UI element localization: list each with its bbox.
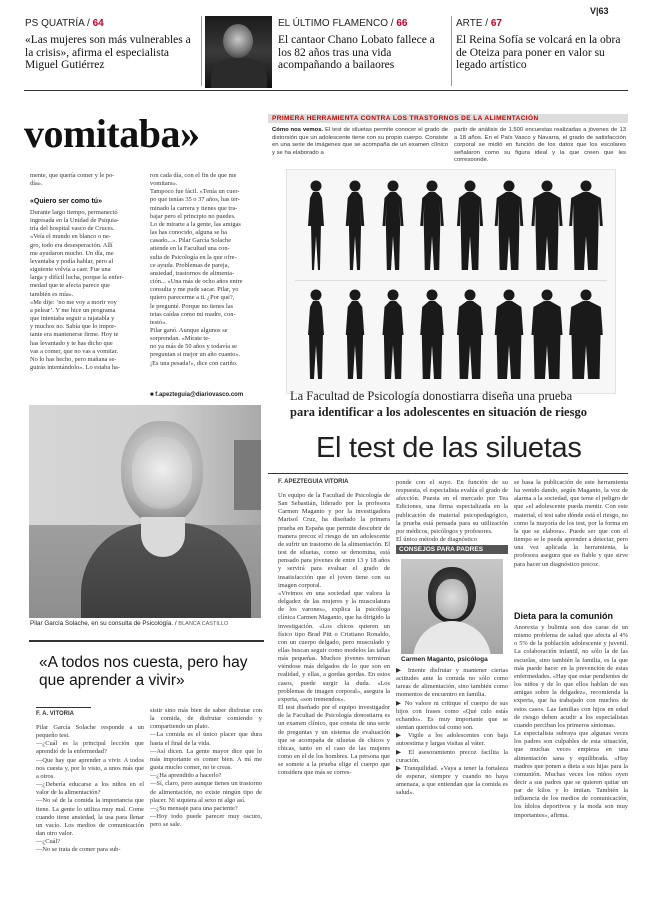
left-intro: mente, que quería comer y le po- día».	[30, 172, 115, 188]
parents-kicker: CONSEJOS PARA PADRES	[396, 545, 508, 554]
silhouette-icon	[415, 178, 449, 274]
silhouette-icon	[338, 287, 372, 383]
silhouette-figure	[569, 287, 603, 383]
subhead: «Quiero ser como tú»	[30, 198, 102, 205]
left-article-col2: ron cada día, con el fin de que me vomitara». Tampoco fue fácil. «Tenía un cuer- po que tenías 35 o 37 años, has ter- minado la carrera y tienes que tra- bajar pero el principio no puedes. Lo de mirarte a la gente, las amigas las has conocido, alguna se ha casado...». Pilar García Solache atiende en la Facultad una con- sulta de Psicología en la que ofre- ce ayuda. Problemas de pareja, ansiedad, trastornos de alimenta- ción... «Una más de ocho años entre consulta y me pude sacar. Pilar, yo quiero parecerme a ti. ¿Por qué?, le pregunté. Porque no tienes las tetas caídas como mi madre, con- testó». Pilar ganó. Aunque algunos se sorprendan. «Mírate te- no ya más de 50 años y todavía se preguntan si mejor un año cuanto». ¡Es una pesada!», dice con cariño.	[150, 172, 243, 367]
article-byline: F. APEZTEGUIA VITORIA	[278, 479, 349, 485]
graphic-title-1: La Facultad de Psicología donostiarra diseña una prueba	[290, 389, 573, 403]
silhouette-figure	[530, 287, 564, 383]
silhouette-figure	[415, 287, 449, 383]
silhouette-icon	[376, 287, 410, 383]
parents-tips: ▶ Intente disfrutar y mantener ciertas actitudes ante la comida no sólo como tareas de alimentación, sino también como momentos de encuentro en familia. ▶ No valore ni critique el cuerpo de sus hijos con frases como «Qué culo estás echando». Es muy importante que se sientan queridos tal como son. ▶ Vigile a los adolescentes con baja autoestima y largas visitas al váter. ▶ El asesoramiento precoz facilita la curación. ▶ Tranquilidad. «Vaya a tener la fortaleza de esperar, siempre y cuando no haya amenaza, a que entiendan que la comida es salud».	[396, 667, 508, 797]
parents-photo-caption: Carmen Maganto, psicóloga	[401, 656, 488, 663]
silhouette-icon	[453, 178, 487, 274]
left-headline: vomitaba»	[24, 111, 200, 156]
silhouette-figure	[338, 287, 372, 383]
article-col3: se basa la publicación de este herramienta ha venido dando, según Maganto, la voz de alarma a la sociedad, que teme el peligro de que «el adolescente pueda mentir. Con este material, el test sabe dónde está el riesgo, no como la mayoría de los test, por la forma en la que se elabora». Puede ser que con el tiempo se le pueda aprender a detectar, pero una vez aplicada la herramienta, la profesora asegura que es fiable y que sirve para hacer un diagnóstico precoz.	[514, 479, 628, 568]
silhouette-icon	[376, 178, 410, 274]
article-title: El test de las siluetas	[316, 432, 582, 464]
photo-carmen-maganto	[401, 559, 503, 654]
graphic-title-2: para identificar a los adolescentes en situación de riesgo	[290, 405, 587, 419]
byline-rule	[36, 707, 91, 708]
silhouette-figure	[453, 178, 487, 274]
graphic-lead-2: partir de análisis de 1.500 encuestas realizadas a jóvenes de 13 a 18 años. En el País Vasco y Navarra, el grado de satisfacción corporal se midió en función de los datos que los escolares señalaron como su figura ideal y la que creen que les corresponde.	[454, 127, 626, 161]
silhouette-figure	[376, 287, 410, 383]
header-section: ARTE / 67	[456, 18, 502, 29]
silhouette-panel	[286, 169, 616, 394]
silhouette-figure	[453, 287, 487, 383]
article-subhead: Dieta para la comunión	[514, 611, 614, 621]
silhouette-figure	[492, 178, 526, 274]
header-story-title: «Las mujeres son más vulnerables a la crisis», afirma el especialista Miguel Gutiérrez	[25, 34, 191, 71]
top-header	[0, 0, 650, 94]
interview-byline: F. A. VITORIA	[36, 711, 75, 717]
graphic-lead-1: Cómo nos vemos. El test de siluetas permite conocer el grado de distorsión que un adolescente tiene con su propio cuerpo. Consiste en una serie de imágenes que se acompaña de un examen clínico y se ha elaborado a	[272, 127, 448, 156]
article-col2: ponde con el suyo. En función de su respuesta, el especialista evalúa el grado de afección. Puesta en el mercado por Tea Ediciones, una firma especializada en la publicación de material psicopedagógico, la prueba está pensada para su utilización por médicos, psicólogos y profesores. El único método de diagnóstico	[396, 479, 508, 544]
silhouette-figure	[376, 178, 410, 274]
header-story-title: El Reina Sofía se volcará en la obra de Oteiza para poner en valor su legado artístico	[456, 34, 621, 71]
interview-col2: sistir sino más bien de saber disfrutar con la comida, de disfrutar comiendo y compartiendo un plato. —La comida es el único placer que dura hasta el final de la vida. —Así dicen. La gente mayor dice que lo más importante es comer bien. A mí me gusta mucho comer, no te creas. —¿Ha aprendido a hacerlo? —Sí, claro, pero aunque tienes un trastorno de alimentación, no existe ningún tipo de placer. Ni siquiera al sexo ni algo así. —¿Su mensaje para una paciente? —Hoy todo puede parecer muy oscuro, pero se sale.	[150, 707, 262, 829]
left-article-col1: Durante largo tiempo, permaneció ingresada en la Unidad de Psiquia- tría del hospital vasco de Cruces. «Veía el mundo en blanco o ne- gro, todo era desesperación. Allí me ayudaron mucho. Un día, me levantaba y podía hablar, pero al siguiente volvía a caer. Fue una larga y difícil lucha, porque la enfer- medad que te afecta parece que también es mía». «Me dije: ‘no me voy a morir voy a pelear’. Y me hice un programa que intentaba seguir a rajatabla y y muchos no. Sabía que lo impor- tante era mantenerse firme. Hoy te has levantado y te has dicho que vas a comer, que no vas a vomitar. No lo has hecho, pero mañana se- guirás intentándolo». Lo estaba ha-	[30, 209, 124, 371]
header-story-left[interactable]	[25, 18, 200, 72]
header-photo	[205, 16, 272, 88]
silhouette-figure	[569, 178, 603, 274]
silhouette-figure	[415, 178, 449, 274]
silhouette-row-female	[287, 287, 615, 383]
silhouette-icon	[569, 287, 603, 383]
interview-col1: Pilar García Solache responde a un pequeño test. —¿Cuál es la principal lección que aprendió de la enfermedad? —Que hay que aprender a vivir. A todos nos cuesta y, por lo visto, a unos más que a otros. —¿Debería educarse a los niños en el valor de la alimentación? —No sé de la comida la importancia que tiene. La gente lo utiliza muy mal. Come cuando tiene ansiedad, la usa para llenar un vacío. Los medios de comunicación dan otro valor. —¿Cuál? —No se trata de comer para sub-	[36, 724, 144, 854]
silhouette-icon	[415, 287, 449, 383]
author-email[interactable]: ■ f.apezteguia@diariovasco.com	[150, 392, 244, 398]
silhouette-figure	[299, 287, 333, 383]
silhouette-icon	[338, 178, 372, 274]
silhouette-figure	[299, 178, 333, 274]
silhouette-figure	[530, 178, 564, 274]
header-section: PS QUATRÍA / 64	[25, 18, 104, 29]
divider	[201, 16, 202, 86]
silhouette-icon	[530, 287, 564, 383]
photo-caption: Pilar García Solache, en su consulta de Psicología. / BLANCA CASTILLO	[30, 620, 229, 627]
silhouette-icon	[569, 178, 603, 274]
article-rule	[268, 473, 628, 474]
header-rule	[24, 90, 628, 91]
silhouette-icon	[453, 287, 487, 383]
interview-box	[29, 640, 264, 710]
header-section: EL ÚLTIMO FLAMENCO / 66	[278, 18, 408, 29]
article-col3b: Anorexia y bulimia son dos caras de un mismo problema de salud que afecta al 4% o 5% de la población adolescente y juvenil. La colaboración infantil, no sólo la de las escuelas, sino también la familia, es la que más puede hacer en la prevención de estas enfermedades. «Hay que estar pendientes de los niños y de lo que ellos hablan de sus amigas sobre la delgadez», recomienda la experta, que ha trabajado con muchos de estos casos. Las familias con hijos en edad de riesgo deben acudir a los especialistas cuando perciban los primeros síntomas. La especialista subraya que algunas veces los padres son culpables de esta situación, que muchas veces empieza en una alimentación sana y equilibrada. «Hay madres que ponen a dieta a sus hijas para la comunión. Muchas veces los niños oyen decir a sus padres que se quieren quitar un par de kilos y lo imitan. También la influencia de los medios de comunicación, los ídolos deportivos y la moda son muy importantes», afirma.	[514, 624, 628, 819]
header-story-right[interactable]	[456, 18, 628, 72]
graphic-kicker: PRIMERA HERRAMIENTA CONTRA LOS TRASTORNOS DE LA ALIMENTACIÓN	[268, 114, 628, 123]
silhouette-figure	[338, 178, 372, 274]
silhouette-icon	[530, 178, 564, 274]
graphic-box	[268, 114, 628, 444]
silhouette-icon	[492, 178, 526, 274]
article-col1: Un equipo de la Facultad de Psicología de San Sebastián, liderado por la profesora Carmen Maganto y por la investigadora Marisol Cruz, ha diseñado la primera prueba en España que permite descubrir de manera precoz el riesgo de un adolescente de sufrir un trastorno de la alimentación. El test de siluetas, como se denomina, está pensado para jóvenes de entre 13 y 18 años y servirá para evaluar el grado de insatisfacción que el joven tiene con su imagen corporal. «Vivimos en una sociedad que valora la delgadez de las mujeres y la musculatura de los varones», explica la psicóloga clínica Carmen Maganto, que ha dirigido la investigación. «Los chicos quieren un físico tipo Brad Pitt o Cristiano Ronaldo, con un cuerpo delgado, pero musculado y ellas buscan seguir como modelos las tallas más pequeñas. Muchos jóvenes terminan viéndose más delgados de lo que son en realidad, y ellas, a gordas gordas. En estos casos, puede surgir la duda. «Los problemas de imagen corporal», asegura la experta, «son tremendos». El test diseñado por el equipo investigador de la Facultad de Psicología donostiarra es un examen clínico, que consta de una serie de preguntas y un sistema de evaluación que se acompaña de siluetas de chicos y chicas, tanto en el caso de las mujeres como en el de los hombres. La persona que se somete a la prueba elige el cuerpo que considera que más se corres-	[278, 492, 390, 777]
silhouette-icon	[492, 287, 526, 383]
header-story-title: El cantaor Chano Lobato fallece a los 82 años tras una vida acompañando a bailaores	[278, 34, 435, 71]
interview-title: «A todos nos cuesta, pero hay que aprender a vivir»	[39, 654, 248, 689]
header-story-middle[interactable]	[278, 18, 448, 72]
divider	[451, 16, 452, 86]
silhouette-icon	[299, 178, 333, 274]
page-number: V|63	[590, 6, 609, 16]
silhouette-icon	[299, 287, 333, 383]
photo-pilar-garcia	[29, 405, 261, 618]
silhouette-row-male	[287, 178, 615, 274]
silhouette-figure	[492, 287, 526, 383]
